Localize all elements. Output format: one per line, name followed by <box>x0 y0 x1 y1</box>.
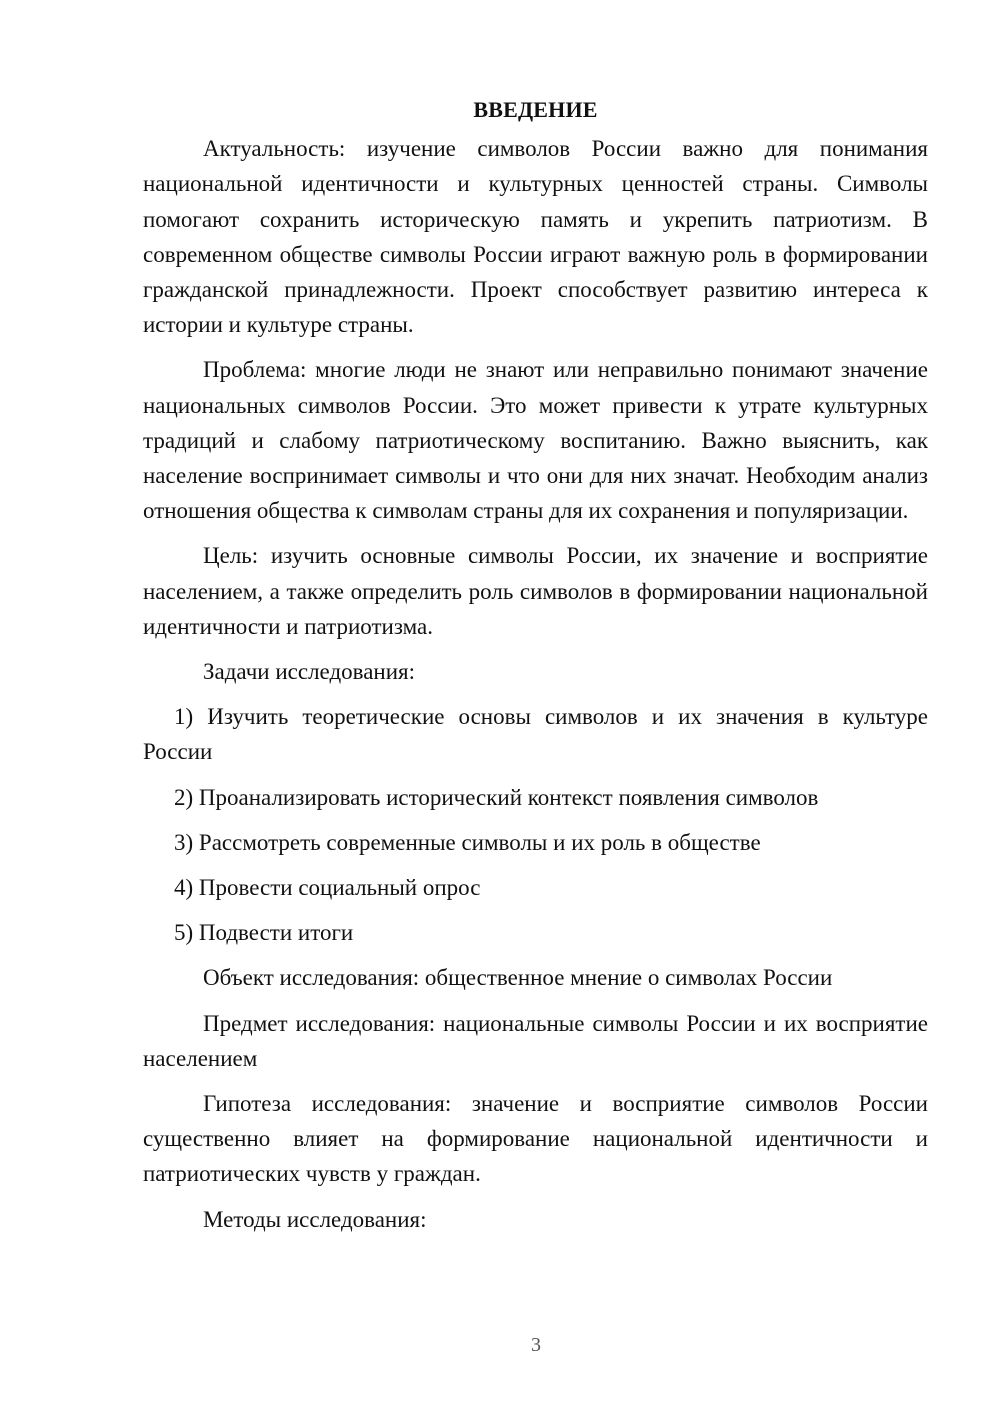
relevance-paragraph: Актуальность: изучение символов России важно для понимания национальной идентичности и культурных ценностей страны. Символы помогают сохранить историческую память и укрепить патриотизм. В современном обществе символы России играют важную роль в формировании гражданской принадлежности. Проект способствует развитию интереса к истории и культуре страны. <box>143 136 928 338</box>
problem-paragraph: Проблема: многие люди не знают или неправильно понимают значение национальных символов России. Это может привести к утрате культурных традиций и слабому патриотическому воспитанию. Важно выяснить, как население воспринимает символы и что они для них значат. Необходим анализ отношения общества к символам страны для их сохранения и популяризации. <box>143 357 928 524</box>
object-paragraph: Объект исследования: общественное мнение о символах России <box>203 965 833 991</box>
task-item: 2) Проанализировать исторический контекст появления символов <box>174 784 819 810</box>
page-content <box>143 92 928 1247</box>
section-title: ВВЕДЕНИЕ <box>473 97 598 122</box>
task-item: 5) Подвести итоги <box>174 920 354 946</box>
task-item: 4) Провести социальный опрос <box>174 875 481 901</box>
methods-heading: Методы исследования: <box>203 1206 427 1232</box>
subject-paragraph: Предмет исследования: национальные символы России и их восприятие населением <box>143 1010 928 1071</box>
tasks-heading: Задачи исследования: <box>203 659 416 685</box>
task-item: 3) Рассмотреть современные символы и их роль в обществе <box>174 829 761 855</box>
task-item: 1) Изучить теоретические основы символов и их значения в культуре России <box>143 704 928 765</box>
goal-paragraph: Цель: изучить основные символы России, их значение и восприятие населением, а также определить роль символов в формировании национальной идентичности и патриотизма. <box>143 543 928 639</box>
hypothesis-paragraph: Гипотеза исследования: значение и восприятие символов России существенно влияет на формирование национальной идентичности и патриотических чувств у граждан. <box>143 1091 928 1187</box>
page-number: 3 <box>531 1334 541 1356</box>
